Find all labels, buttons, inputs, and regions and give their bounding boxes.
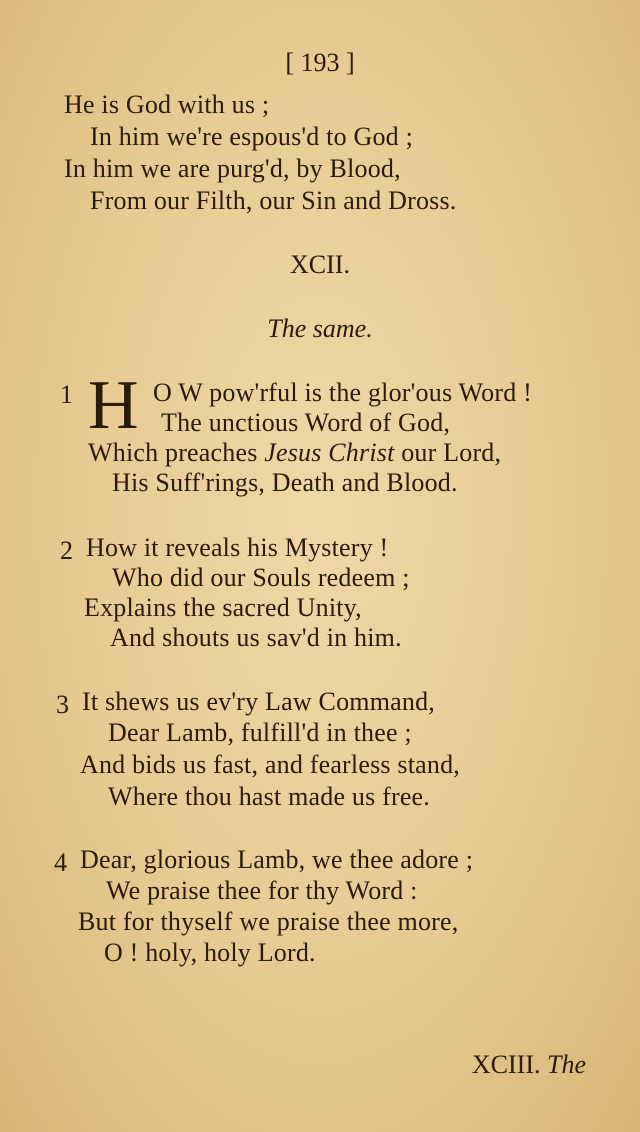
verse-3-line-3: And bids us fast, and fearless stand, — [80, 750, 460, 779]
catchword — [472, 1050, 586, 1080]
verse-1-line-3 — [88, 438, 501, 468]
verse-2-line-1: How it reveals his Mystery ! — [86, 533, 389, 562]
verse-1-line-4: His Suff'rings, Death and Blood. — [112, 468, 458, 497]
catchword-word: The — [547, 1050, 586, 1079]
hymn-number: XCII. — [290, 250, 350, 279]
verse-number-2: 2 — [60, 536, 73, 565]
verse-2-line-3: Explains the sacred Unity, — [84, 593, 362, 622]
verse-1-line-3-end: our Lord, — [401, 438, 502, 467]
verse-number-4: 4 — [54, 848, 67, 877]
jesus-christ-italic: Jesus Christ — [264, 438, 395, 467]
verse-4-line-1: Dear, glorious Lamb, we thee adore ; — [80, 845, 474, 874]
continued-line-3: In him we are purg'd, by Blood, — [64, 154, 401, 183]
verse-4-line-2: We praise thee for thy Word : — [106, 876, 418, 905]
verse-1-line-1: O W pow'rful is the glor'ous Word ! — [153, 378, 532, 407]
verse-3-line-2: Dear Lamb, fulfill'd in thee ; — [108, 718, 412, 747]
verse-1-line-2: The unctious Word of God, — [161, 408, 451, 437]
verse-2-line-2: Who did our Souls redeem ; — [112, 563, 410, 592]
verse-2-line-4: And shouts us sav'd in him. — [110, 623, 402, 652]
verse-4-line-4: O ! holy, holy Lord. — [104, 938, 316, 967]
continued-line-2: In him we're espous'd to God ; — [90, 122, 413, 151]
verse-4-line-3: But for thyself we praise thee more, — [78, 907, 459, 936]
continued-line-4: From our Filth, our Sin and Dross. — [90, 186, 457, 215]
verse-1-line-3-start: Which preaches — [88, 438, 258, 467]
drop-cap: H — [88, 367, 139, 444]
verse-3-line-1: It shews us ev'ry Law Command, — [82, 687, 435, 716]
page-number: [ 193 ] — [285, 48, 355, 77]
verse-number-1: 1 — [60, 380, 73, 409]
verse-number-3: 3 — [56, 690, 69, 719]
catchword-number: XCIII. — [471, 1050, 541, 1079]
continued-line-1: He is God with us ; — [64, 90, 270, 119]
verse-3-line-4: Where thou hast made us free. — [108, 782, 431, 811]
hymn-title: The same. — [267, 314, 373, 343]
